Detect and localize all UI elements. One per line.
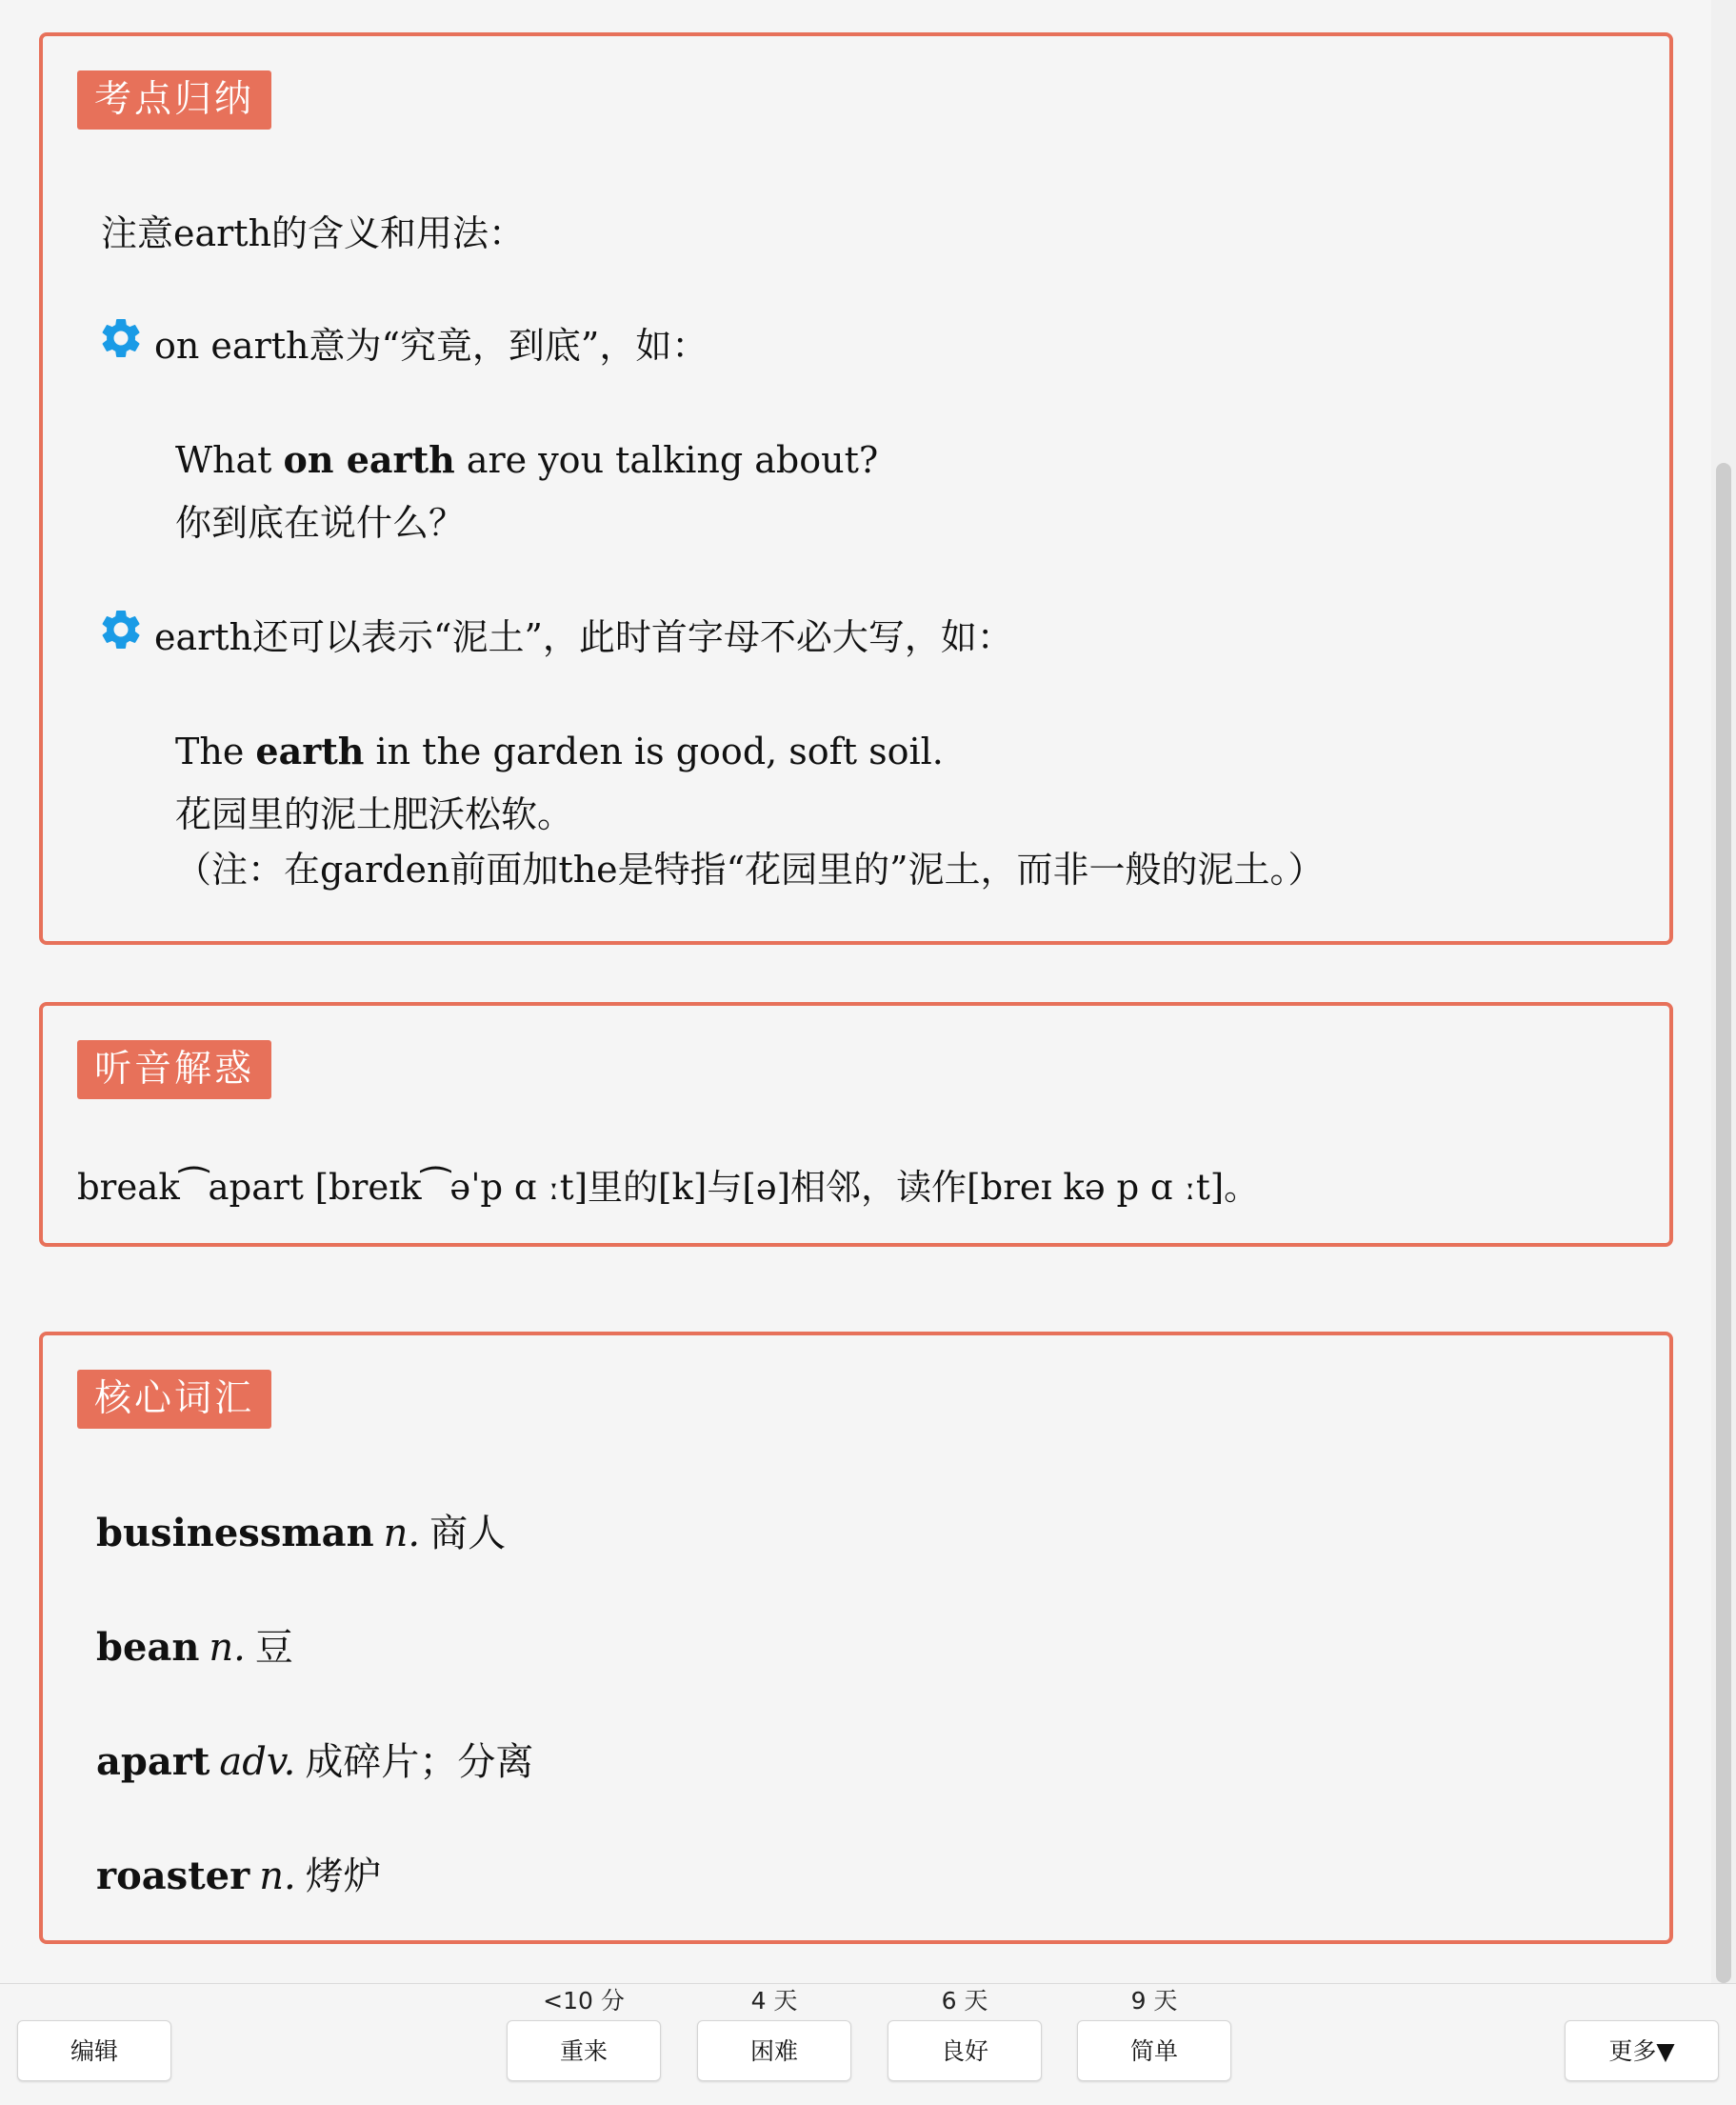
gear-icon <box>97 606 145 662</box>
easy-interval: 9 天 <box>1130 1987 1178 2015</box>
hard-interval: 4 天 <box>750 1987 798 2015</box>
vocab-meaning: 商人 <box>429 1512 507 1555</box>
example-2-en <box>175 730 944 772</box>
pronunciation-card <box>39 1002 1673 1247</box>
example-1-en-bold: on earth <box>283 438 455 481</box>
pronunciation-text: break⁀apart [breɪk⁀əˈp ɑ ːt]里的[k]与[ə]相邻，读作[breɪ kə p ɑ ːt]。 <box>77 1167 1260 1208</box>
vocab-meaning: 烤炉 <box>305 1854 382 1898</box>
good-interval: 6 天 <box>941 1987 988 2015</box>
example-1-en-post: are you talking about? <box>454 439 879 481</box>
easy-button[interactable]: 简单 <box>1077 2020 1231 2081</box>
edit-button[interactable]: 编辑 <box>17 2020 171 2081</box>
answer-toolbar <box>0 1983 1736 2105</box>
vocab-item <box>96 1503 506 1557</box>
exam-points-tag: 考点归纳 <box>77 70 271 130</box>
tip-1 <box>97 314 708 371</box>
good-button[interactable]: 良好 <box>888 2020 1042 2081</box>
example-1-en <box>175 438 878 481</box>
vocab-meaning: 成碎片；分离 <box>305 1740 534 1784</box>
example-2-note: （注：在garden前面加the是特指“花园里的”泥土，而非一般的泥土。） <box>175 849 1325 891</box>
vocab-item <box>96 1617 293 1672</box>
vocab-word: roaster <box>96 1854 250 1898</box>
core-vocabulary-card <box>39 1332 1673 1944</box>
vocab-pos: n. <box>383 1512 421 1555</box>
example-2-cn: 花园里的泥土肥沃松软。 <box>175 793 574 835</box>
core-vocabulary-tag: 核心词汇 <box>77 1370 271 1429</box>
hard-button[interactable]: 困难 <box>697 2020 851 2081</box>
vocab-pos: adv. <box>219 1740 296 1784</box>
scrollbar-thumb[interactable] <box>1716 463 1731 1983</box>
pronunciation-tag: 听音解惑 <box>77 1040 271 1099</box>
again-interval: <10 分 <box>543 1987 625 2015</box>
example-2-en-post: in the garden is good, soft soil. <box>364 731 944 772</box>
example-1-cn: 你到底在说什么？ <box>175 502 466 544</box>
vocab-word: apart <box>96 1739 210 1784</box>
intro-text: 注意earth的含义和用法： <box>101 212 526 254</box>
vocab-pos: n. <box>209 1626 246 1670</box>
vertical-scrollbar[interactable] <box>1711 0 1736 1983</box>
gear-icon <box>97 314 145 371</box>
vocab-item <box>96 1732 533 1786</box>
tip-2 <box>97 606 1013 662</box>
tip-2-text: earth还可以表示“泥土”，此时首字母不必大写，如： <box>154 616 1013 658</box>
vocab-word: businessman <box>96 1511 374 1555</box>
example-2-en-bold: earth <box>255 730 365 772</box>
vocab-item <box>96 1846 382 1900</box>
exam-points-card <box>39 32 1673 945</box>
again-button[interactable]: 重来 <box>507 2020 661 2081</box>
vocab-meaning: 豆 <box>254 1626 293 1670</box>
vocab-word: bean <box>96 1625 200 1670</box>
tip-1-text: on earth意为“究竟，到底”，如： <box>154 325 708 367</box>
example-2-en-pre: The <box>175 731 256 772</box>
vocab-pos: n. <box>259 1854 296 1898</box>
example-1-en-pre: What <box>175 439 284 481</box>
more-button[interactable]: 更多▼ <box>1565 2020 1719 2081</box>
